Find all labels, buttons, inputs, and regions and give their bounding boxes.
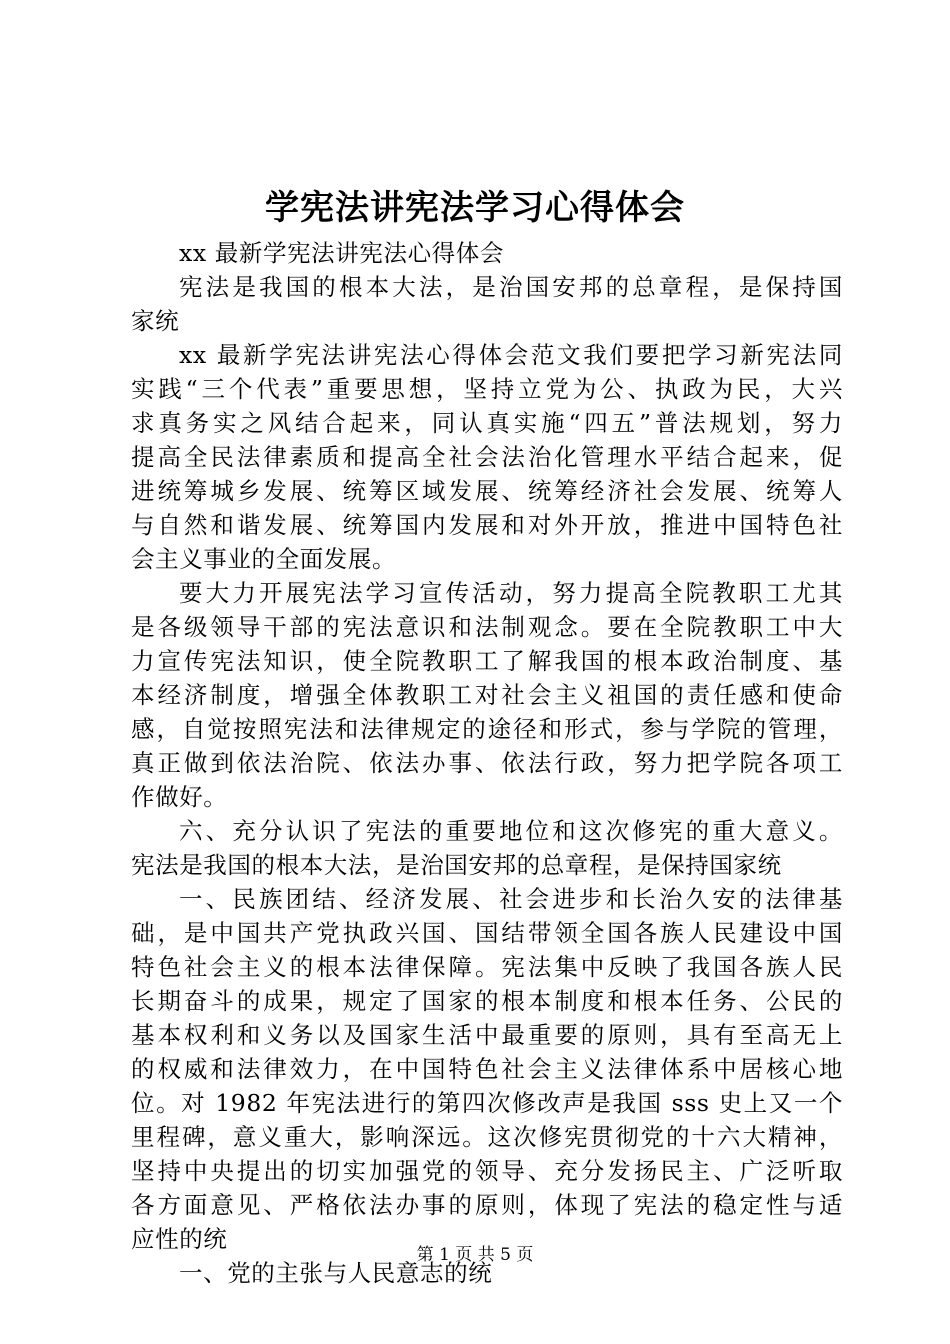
- text-line: 要大力开展宪法学习宣传活动，努力提高全院教职工尤其: [179, 579, 843, 607]
- text-line: xx 最新学宪法讲宪法心得体会: [179, 239, 504, 267]
- text-line: 应性的统: [131, 1225, 228, 1253]
- text-line: 会主义事业的全面发展。: [131, 545, 397, 573]
- text-line: 与自然和谐发展、统筹国内发展和对外开放，推进中国特色社: [131, 511, 843, 539]
- text-line: 力宣传宪法知识，使全院教职工了解我国的根本政治制度、基: [131, 647, 843, 675]
- text-line: 感，自觉按照宪法和法律规定的途径和形式，参与学院的管理，: [131, 715, 843, 743]
- document-body: [131, 236, 843, 1290]
- text-line: 基本权利和义务以及国家生活中最重要的原则，具有至高无上: [131, 1021, 843, 1049]
- text-line: 各方面意见、严格依法办事的原则，体现了宪法的稳定性与适: [131, 1191, 843, 1219]
- text-line: 实践“三个代表”重要思想，坚持立党为公、执政为民，大兴: [131, 375, 843, 403]
- text-line: 六、充分认识了宪法的重要地位和这次修宪的重大意义。: [179, 817, 843, 845]
- document-title: 学宪法讲宪法学习心得体会: [265, 188, 685, 228]
- text-line: 坚持中央提出的切实加强党的领导、充分发扬民主、广泛听取: [131, 1157, 843, 1185]
- text-line: 宪法是我国的根本大法，是治国安邦的总章程，是保持国家统: [131, 851, 782, 879]
- text-line: xx 最新学宪法讲宪法心得体会范文我们要把学习新宪法同: [179, 341, 843, 369]
- text-line: 特色社会主义的根本法律保障。宪法集中反映了我国各族人民: [131, 953, 843, 981]
- text-line: 位。对 1982 年宪法进行的第四次修改声是我国 sss 史上又一个: [131, 1089, 843, 1117]
- text-line: 里程碑，意义重大，影响深远。这次修宪贯彻党的十六大精神，: [131, 1123, 843, 1151]
- text-line: 是各级领导干部的宪法意识和法制观念。要在全院教职工中大: [131, 613, 843, 641]
- text-line: 础，是中国共产党执政兴国、国结带领全国各族人民建设中国: [131, 919, 843, 947]
- text-line: 长期奋斗的成果，规定了国家的根本制度和根本任务、公民的: [131, 987, 843, 1015]
- text-line: 的权威和法律效力，在中国特色社会主义法律体系中居核心地: [131, 1055, 843, 1083]
- text-line: 宪法是我国的根本大法，是治国安邦的总章程，是保持国: [179, 273, 843, 301]
- text-line: 作做好。: [131, 783, 228, 811]
- text-line: 提高全民法律素质和提高全社会法治化管理水平结合起来，促: [131, 443, 843, 471]
- text-line: 求真务实之风结合起来，同认真实施“四五”普法规划，努力: [131, 409, 843, 437]
- text-line: 一、党的主张与人民意志的统: [179, 1259, 493, 1287]
- text-line: 家统: [131, 307, 180, 335]
- text-line: 进统筹城乡发展、统筹区域发展、统筹经济社会发展、统筹人: [131, 477, 843, 505]
- text-line: 本经济制度，增强全体教职工对社会主义祖国的责任感和使命: [131, 681, 843, 709]
- page-footer: 第 1 页 共 5 页: [416, 1245, 534, 1265]
- text-line: 一、民族团结、经济发展、社会进步和长治久安的法律基: [179, 885, 843, 913]
- text-line: 真正做到依法治院、依法办事、依法行政，努力把学院各项工: [131, 749, 843, 777]
